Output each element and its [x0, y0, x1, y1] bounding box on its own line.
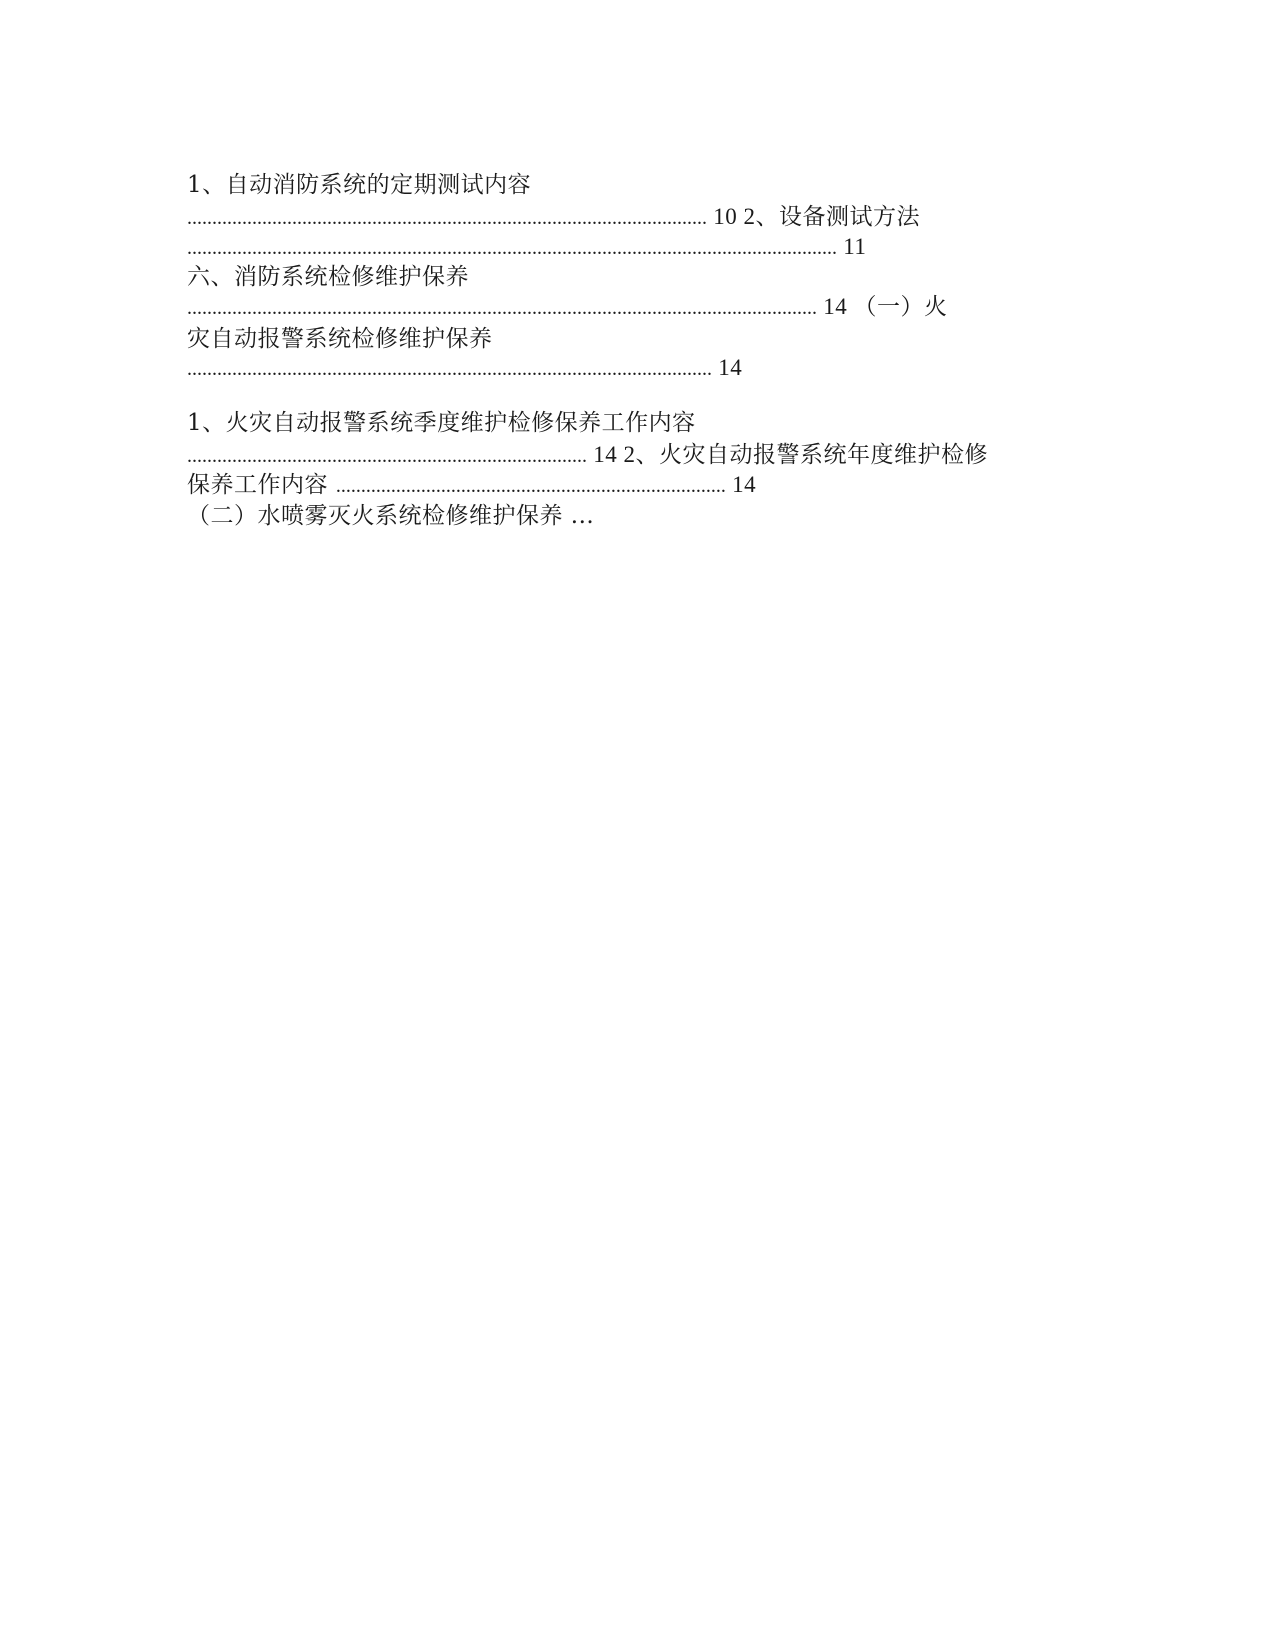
toc-entry-text: 1、自动消防系统的定期测试内容	[187, 172, 532, 198]
toc-entry	[187, 408, 696, 438]
toc-entry	[187, 440, 988, 471]
toc-leader-dots: ..............................................................................	[335, 475, 726, 497]
toc-entry	[187, 292, 948, 323]
toc-entry	[187, 232, 866, 263]
toc-entry	[187, 324, 493, 354]
toc-leader-dots: .........................................................................................................	[187, 358, 712, 380]
toc-page-number: 10 2、设备测试方法	[707, 204, 920, 229]
toc-entry	[187, 170, 531, 200]
toc-entry-text: （二）水喷雾灭火系统检修维护保养 ...	[187, 503, 595, 529]
toc-page-number: 11	[837, 234, 867, 259]
toc-entry	[187, 353, 742, 384]
toc-leader-dots: ........................................................................................................	[187, 207, 707, 229]
toc-entry	[187, 470, 756, 501]
toc-leader-dots: ..............................................................................................................................	[187, 297, 817, 319]
toc-leader-dots: ..................................................................................................................................	[187, 237, 837, 259]
toc-entry-text: 1、火灾自动报警系统季度维护检修保养工作内容	[187, 410, 696, 436]
toc-entry-text: 灾自动报警系统检修维护保养	[187, 326, 493, 352]
toc-page-number: 14	[712, 355, 743, 380]
toc-page-number: 14	[725, 472, 757, 497]
toc-page-number: 14 2、火灾自动报警系统年度维护检修	[587, 442, 988, 467]
toc-entry	[187, 262, 469, 292]
toc-entry-text: 六、消防系统检修维护保养	[187, 264, 469, 290]
toc-leader-dots: ................................................................................	[187, 445, 587, 467]
toc-entry	[187, 501, 594, 531]
toc-entry-text: 保养工作内容	[187, 472, 336, 498]
toc-page-number: 14 （一）火	[817, 294, 948, 319]
toc-entry	[187, 202, 920, 233]
